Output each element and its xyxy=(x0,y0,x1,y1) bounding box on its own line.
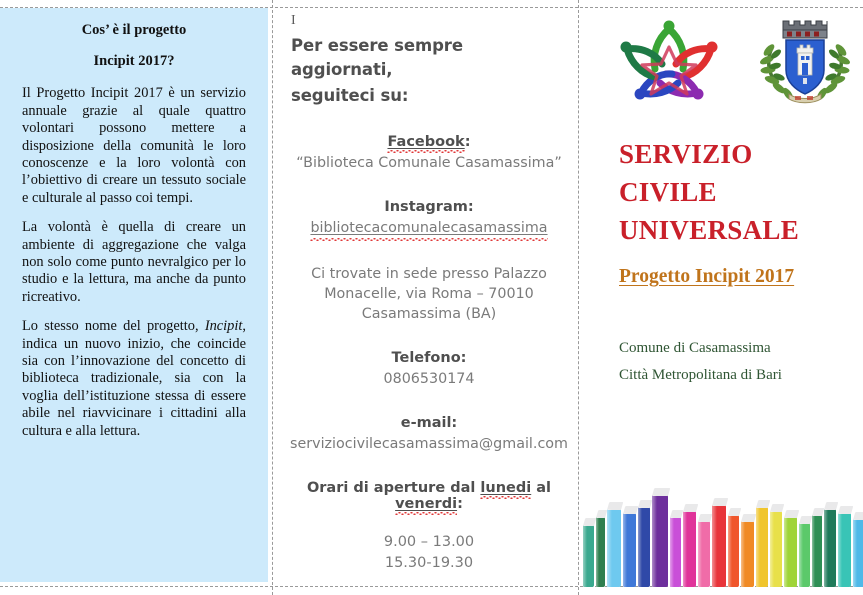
book-highlight xyxy=(824,509,828,587)
star-person-head-top xyxy=(664,21,675,32)
left-panel xyxy=(0,8,268,582)
book-highlight xyxy=(799,523,803,587)
books-illustration xyxy=(583,477,863,587)
book-highlight xyxy=(728,515,732,587)
book-highlight xyxy=(838,513,842,587)
book-highlight xyxy=(623,513,627,587)
book-spine xyxy=(583,525,594,587)
book-spine xyxy=(812,515,822,587)
facebook-label-colon: : xyxy=(464,134,471,150)
column-divider-right xyxy=(578,0,579,595)
book-highlight xyxy=(756,507,760,587)
hours-day-monday: lunedi xyxy=(480,480,532,496)
address-line-1: Ci trovate in sede presso Palazzo xyxy=(311,266,547,282)
book-spine xyxy=(853,519,863,587)
organization-block xyxy=(619,335,859,389)
main-title xyxy=(619,135,859,249)
book-spine xyxy=(824,509,836,587)
middle-panel xyxy=(281,0,573,595)
comune-di-casamassima-coat-of-arms xyxy=(759,14,851,106)
organization-line-1: Comune di Casamassima xyxy=(619,340,771,356)
book-spine xyxy=(698,521,710,587)
facebook-label-text: Facebook xyxy=(387,134,465,150)
book-spine xyxy=(607,509,621,587)
phone-label: Telefono: xyxy=(391,350,467,366)
title-line-1: SERVIZIO xyxy=(619,139,753,169)
opening-hours-heading xyxy=(289,480,569,512)
servizio-civile-star-logo xyxy=(619,19,719,101)
email-block xyxy=(289,415,569,454)
left-panel-paragraph-3 xyxy=(22,318,246,440)
left-panel-heading-line-1: Cos’ è il progetto xyxy=(81,22,187,38)
mural-crown xyxy=(783,21,827,38)
facebook-page-name: “Biblioteca Comunale Casamassima” xyxy=(296,155,562,171)
organization-line-2: Città Metropolitana di Bari xyxy=(619,367,782,383)
column-divider-left xyxy=(272,0,273,595)
hours-morning: 9.00 – 13.00 xyxy=(383,534,475,550)
project-subtitle: Progetto Incipit 2017 xyxy=(619,266,795,287)
book-highlight xyxy=(652,495,657,587)
book-shelf xyxy=(583,477,863,587)
book-highlight xyxy=(670,517,674,587)
book-spine xyxy=(770,511,782,587)
book-highlight xyxy=(741,521,745,587)
address-line-2: Monacelle, via Roma – 70010 xyxy=(324,286,534,302)
stray-character: I xyxy=(291,13,296,28)
book-spine xyxy=(683,511,696,587)
book-spine xyxy=(638,507,650,587)
right-panel xyxy=(583,0,863,595)
book-highlight xyxy=(683,511,687,587)
book-spine xyxy=(623,513,636,587)
book-highlight xyxy=(607,509,612,587)
book-highlight xyxy=(712,505,717,587)
hours-afternoon: 15.30-19.30 xyxy=(384,555,474,571)
book-spine xyxy=(652,495,668,587)
hours-heading-part-2: al xyxy=(531,480,552,496)
instagram-block xyxy=(289,199,569,238)
opening-hours-block xyxy=(289,480,569,574)
book-spine xyxy=(784,517,797,587)
address-block xyxy=(289,264,569,324)
facebook-label xyxy=(289,134,569,150)
star-person-head-bottom-left xyxy=(635,89,646,100)
address-line-3: Casamassima (BA) xyxy=(361,306,497,322)
hours-day-friday: venerdi xyxy=(395,496,458,512)
email-value: serviziocivilecasamassima@gmail.com xyxy=(290,436,568,452)
book-highlight xyxy=(596,517,599,587)
logo-row xyxy=(619,14,849,106)
book-highlight xyxy=(583,525,587,587)
book-spine xyxy=(728,515,739,587)
email-label: e-mail: xyxy=(400,415,458,431)
left-panel-paragraph-2: La volontà è quella di creare un ambiente di aggregazione che valga non solo come punto nevralgico per lo studio e la lettura, ma anche da punto ricreativo. xyxy=(22,219,246,305)
book-spine xyxy=(756,507,768,587)
book-spine xyxy=(799,523,810,587)
follow-us-line-2: seguiteci su: xyxy=(291,86,409,105)
hours-heading-colon: : xyxy=(457,496,463,512)
star-person-head-right xyxy=(707,42,718,53)
phone-value: 0806530174 xyxy=(383,371,475,387)
book-highlight xyxy=(784,517,788,587)
instagram-label: Instagram: xyxy=(384,199,474,215)
book-spine xyxy=(838,513,851,587)
left-panel-paragraph-1: Il Progetto Incipit 2017 è un servizio annuale grazie al quale quattro volontari possono mettere a disposizione della comunità le loro conoscenze e la loro volontà con l’obiettivo di creare un tessuto sociale e culturale al passo coi tempi. xyxy=(22,85,246,206)
title-line-3: UNIVERSALE xyxy=(619,215,800,245)
book-highlight xyxy=(638,507,642,587)
hours-heading-part-1: Orari di aperture dal xyxy=(306,480,481,496)
book-spine xyxy=(596,517,605,587)
paragraph-3-text-end: , indica un nuovo inizio, che coincide sia con l’innovazione del concetto di biblioteca tradizionale, sia con la voglia dell’istituzione stessa di essere abile nel riavvicinare i cittadini alla cultura e alla lettura. xyxy=(22,318,246,439)
book-highlight xyxy=(698,521,702,587)
facebook-block xyxy=(289,134,569,173)
book-highlight xyxy=(812,515,815,587)
book-spine xyxy=(670,517,681,587)
star-person-head-bottom-right xyxy=(693,89,704,100)
blue-shield xyxy=(786,40,824,94)
book-spine xyxy=(712,505,726,587)
book-highlight xyxy=(770,511,774,587)
left-panel-heading-line-2: Incipit 2017? xyxy=(93,52,175,69)
star-person-head-left xyxy=(621,42,632,53)
project-name-italic: Incipit xyxy=(204,318,243,335)
book-highlight xyxy=(853,519,857,587)
phone-block xyxy=(289,350,569,389)
instagram-handle-text: bibliotecacomunalecasamassima xyxy=(310,220,548,236)
title-line-2: CIVILE xyxy=(619,177,717,207)
follow-us-line-1: Per essere sempre aggiornati, xyxy=(291,36,463,79)
book-spine xyxy=(741,521,754,587)
paragraph-3-text-start: Lo stesso nome del progetto, xyxy=(22,318,205,335)
instagram-handle xyxy=(289,219,569,238)
tower-charge xyxy=(797,45,813,75)
